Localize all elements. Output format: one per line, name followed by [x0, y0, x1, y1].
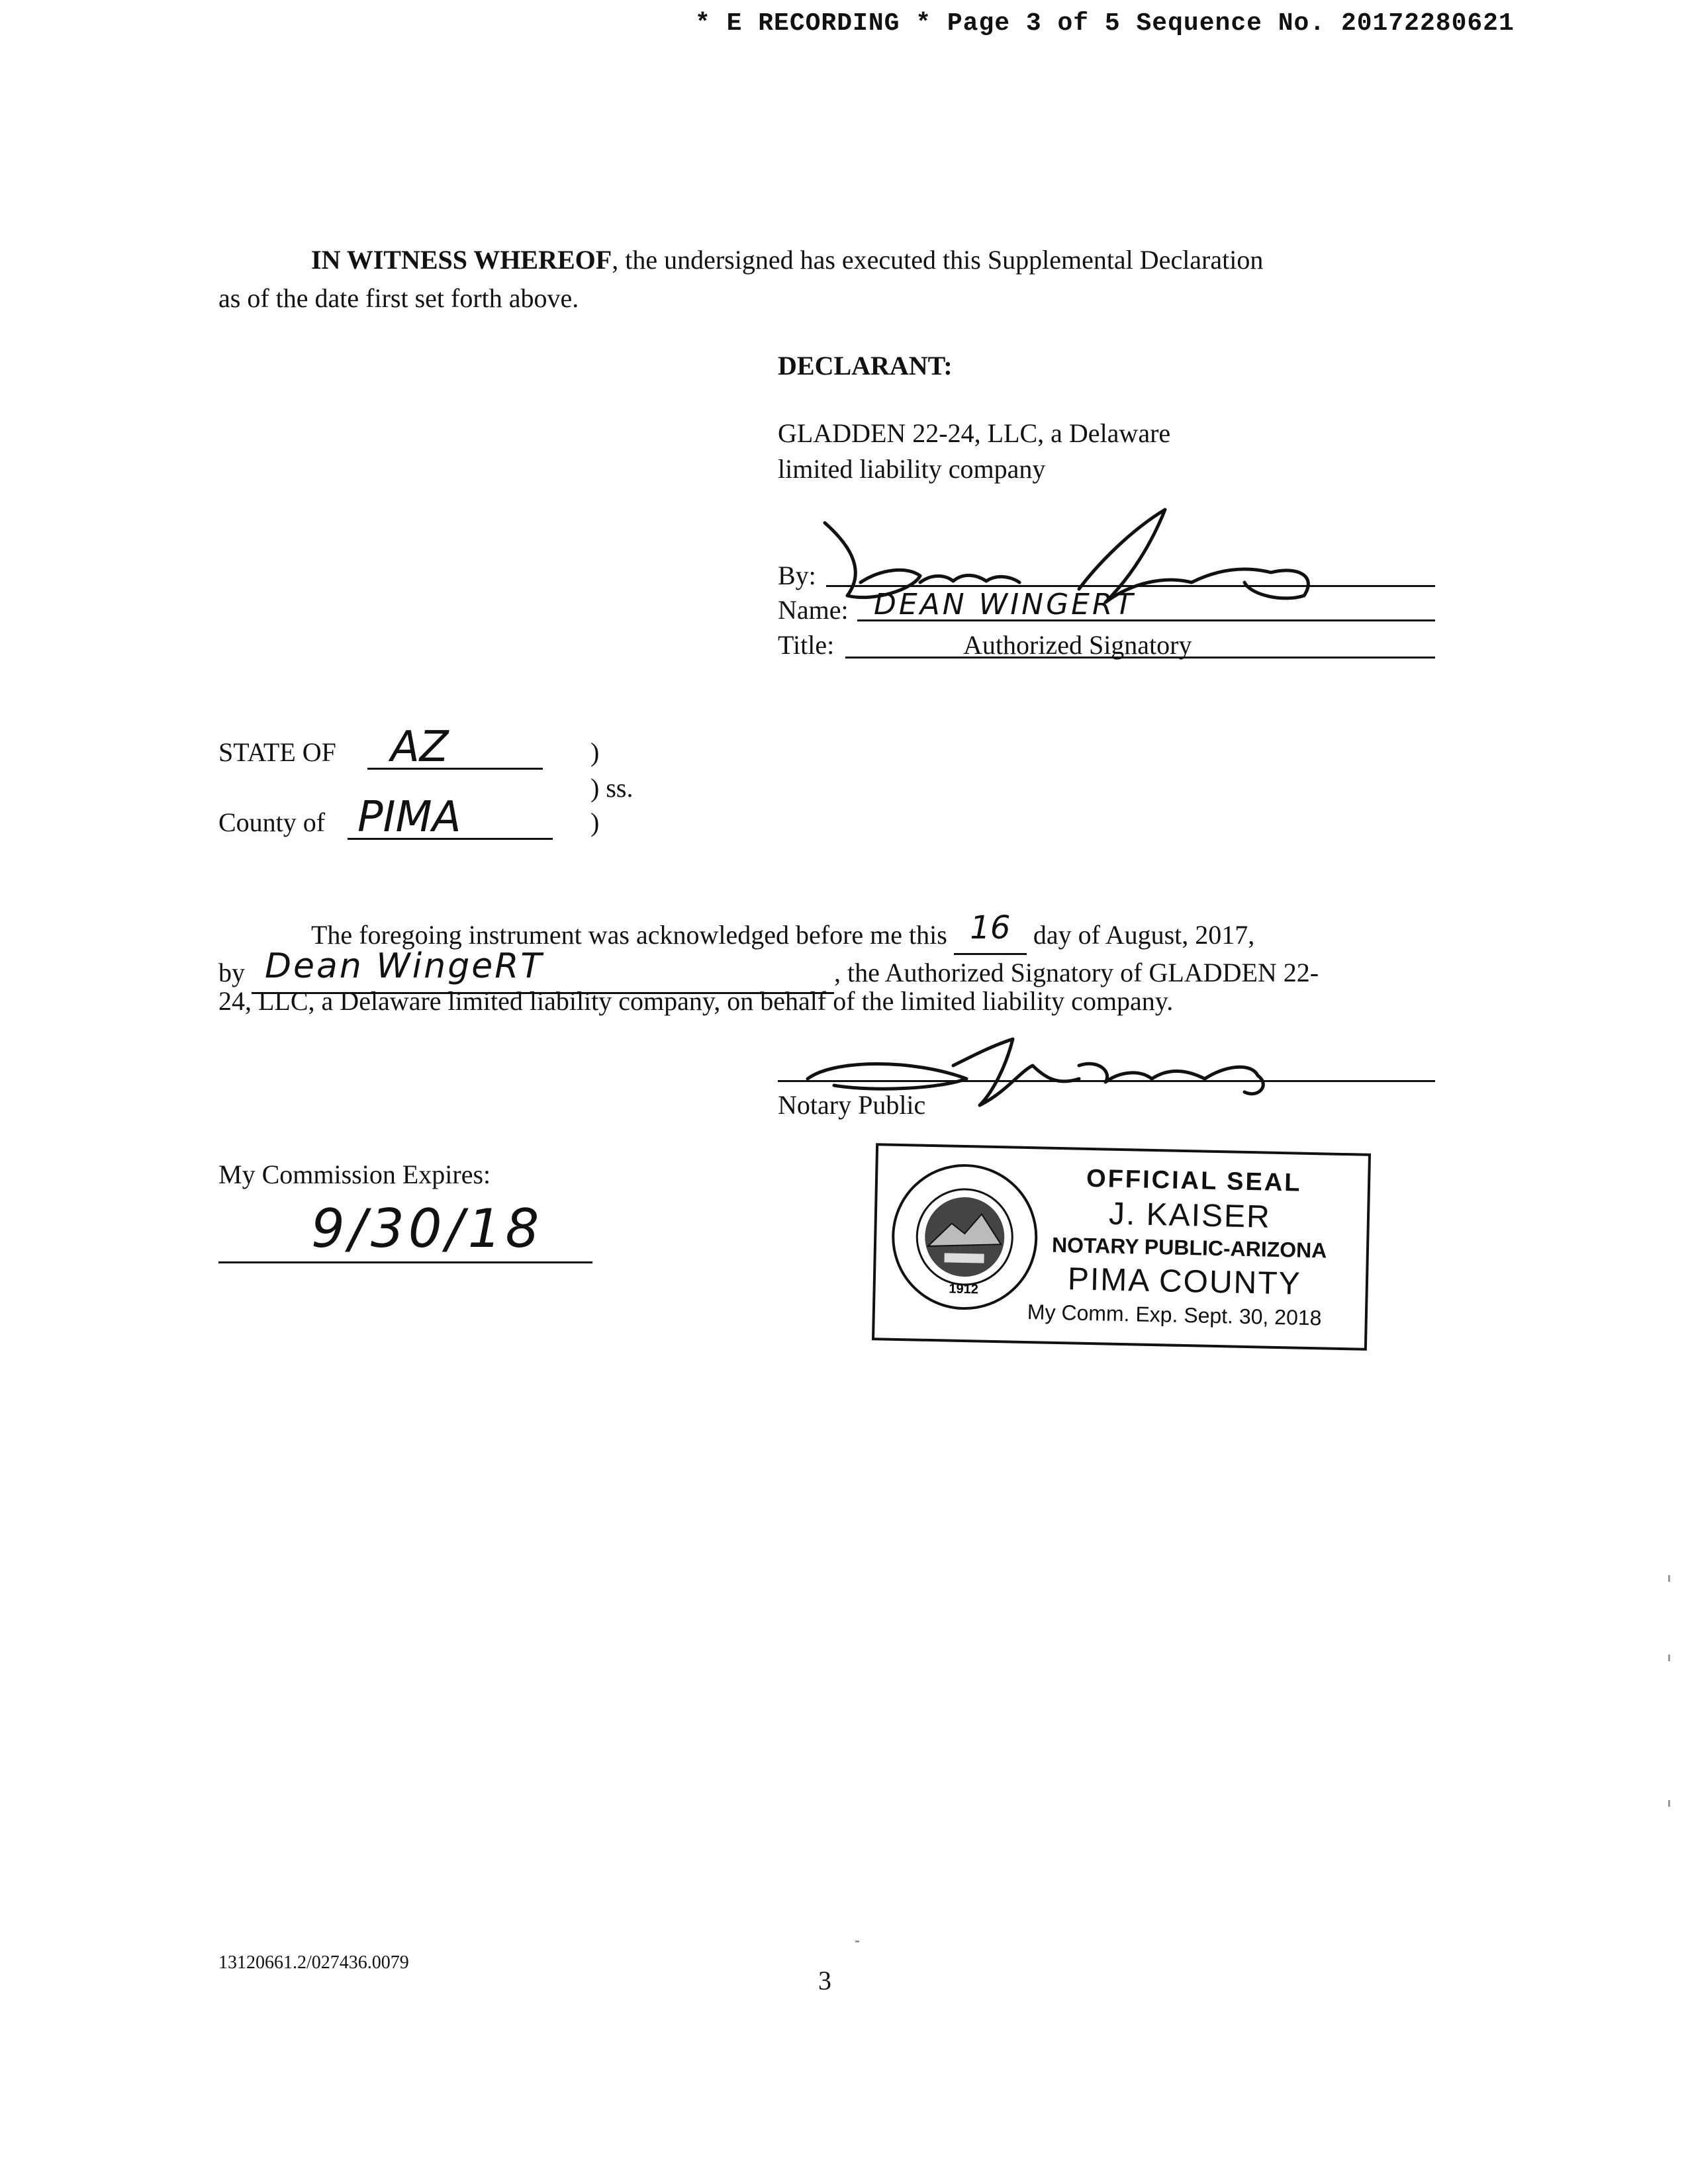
scan-speck — [1668, 1575, 1670, 1582]
witness-line-2: as of the date first set forth above. — [218, 283, 579, 313]
commission-label: My Commission Expires: — [218, 1160, 491, 1189]
ack-line-3: 24, LLC, a Delaware limited liability company, on behalf of the limited liability company. — [218, 986, 1174, 1016]
county-label: County of — [218, 807, 326, 837]
ack-by-label: by — [218, 958, 245, 987]
name-handwritten: DEAN WINGERT — [874, 588, 1136, 621]
seal-line-2: J. KAISER — [1108, 1196, 1272, 1235]
witness-line-1 — [311, 244, 1263, 277]
commission-value: 9/30/18 — [311, 1198, 543, 1259]
county-value: PIMA — [357, 793, 461, 842]
scan-speck — [1668, 1655, 1670, 1661]
document-number: 13120661.2/027436.0079 — [218, 1952, 409, 1973]
state-value: AZ — [391, 723, 449, 772]
ack-line-2-rest: , the Authorized Signatory of GLADDEN 22- — [834, 958, 1319, 987]
witness-lead: IN WITNESS WHEREOF — [311, 245, 612, 275]
seal-line-3: NOTARY PUBLIC-ARIZONA — [1051, 1232, 1327, 1263]
seal-line-5: My Comm. Exp. Sept. 30, 2018 — [1027, 1300, 1322, 1330]
notary-label: Notary Public — [778, 1090, 926, 1120]
venue-paren-top: ) — [590, 737, 600, 767]
witness-line-1-rest: , the undersigned has executed this Supplemental Declaration — [612, 245, 1264, 275]
ack-signer-value: Dean WingeRT — [265, 946, 544, 986]
title-label: Title: — [778, 630, 835, 660]
scan-speck — [855, 1940, 859, 1942]
seal-line-1: OFFICIAL SEAL — [1086, 1164, 1302, 1197]
name-label: Name: — [778, 595, 849, 625]
declarant-heading: DECLARANT: — [778, 351, 953, 381]
notary-signature-line — [778, 1080, 1435, 1082]
recording-header: * E RECORDING * Page 3 of 5 Sequence No. 20172280621 — [695, 9, 1515, 38]
ack-line-1-part1: The foregoing instrument was acknowledged before me this — [311, 920, 947, 950]
venue-paren-bottom: ) — [590, 807, 600, 837]
title-value: Authorized Signatory — [963, 630, 1192, 660]
state-label: STATE OF — [218, 737, 336, 767]
page-number: 3 — [818, 1966, 831, 1995]
venue-ss: ) ss. — [590, 773, 633, 803]
scan-speck — [1668, 1800, 1670, 1807]
company-line-2: limited liability company — [778, 454, 1046, 484]
state-seal-emblem — [887, 1160, 1043, 1315]
ack-line-1-part2: day of August, 2017, — [1033, 920, 1255, 950]
company-line-1: GLADDEN 22-24, LLC, a Delaware — [778, 418, 1171, 448]
seal-line-4: PIMA COUNTY — [1067, 1261, 1302, 1302]
ack-day-value: 16 — [970, 909, 1011, 946]
seal-emblem-year: 1912 — [949, 1281, 979, 1297]
official-seal — [872, 1143, 1371, 1351]
commission-line — [218, 1261, 592, 1263]
by-label: By: — [778, 561, 816, 590]
